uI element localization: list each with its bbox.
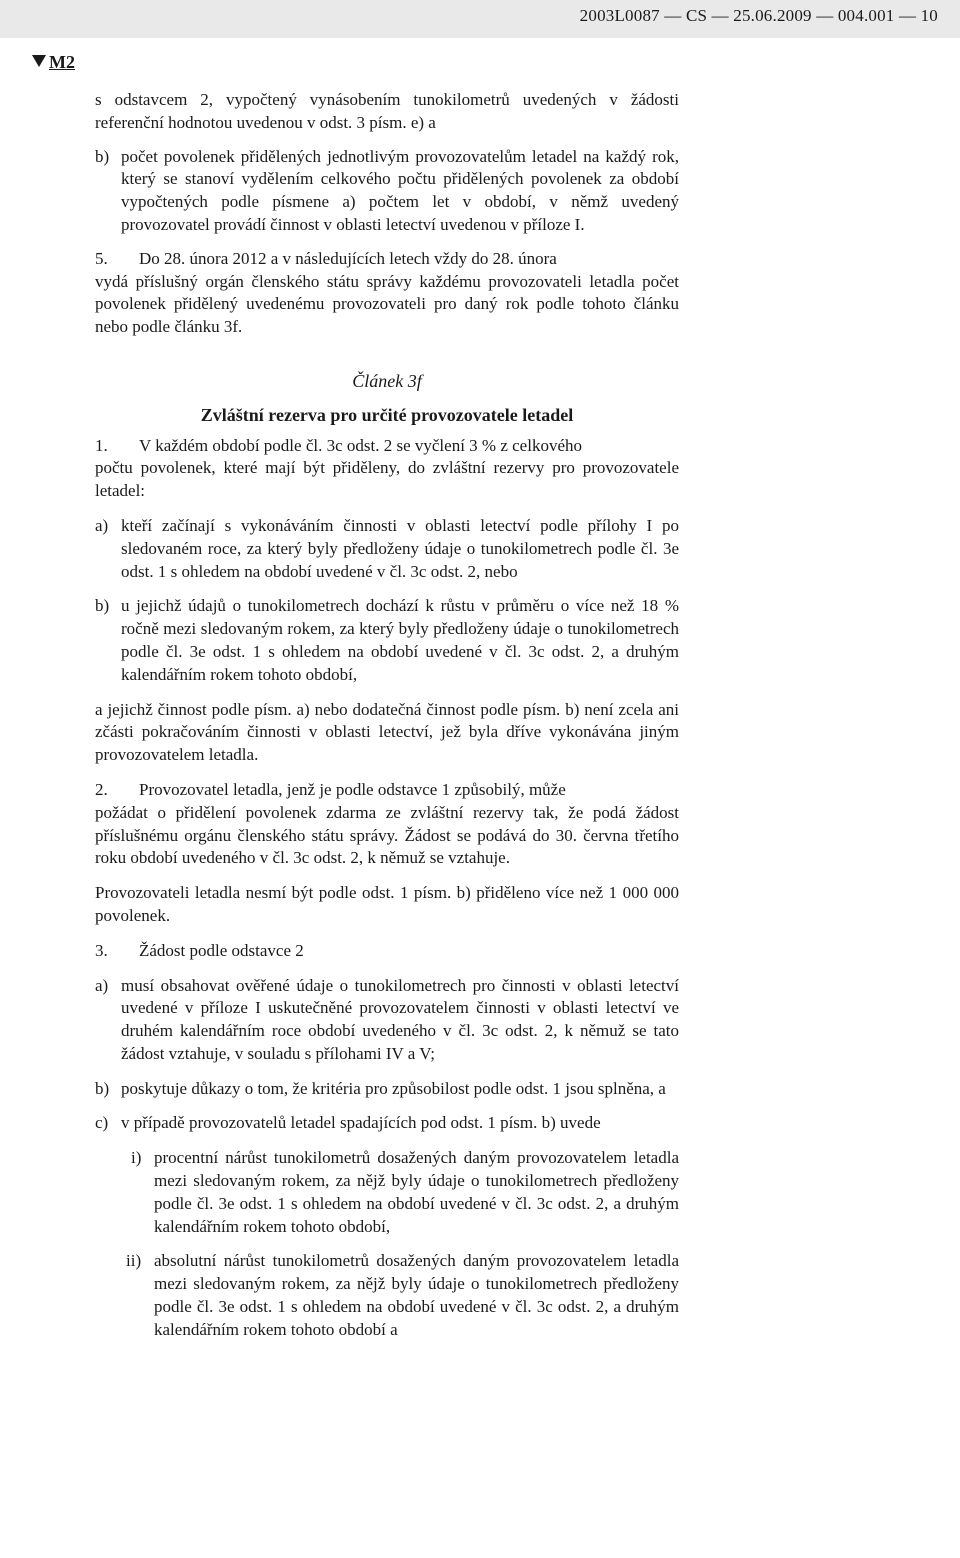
point-text: kteří začínají s vykonáváním činnosti v oblasti letectví podle přílohy I po sledovaném roce, za který byly předloženy údaje o tunokilometrech podle čl. 3e odst. 1 s ohledem na období uvedené v čl. 3c odst. 2, nebo [121, 515, 679, 581]
paragraph-first-line: Žádost podle odstavce 2 [139, 940, 304, 960]
point-marker: a) [95, 515, 109, 535]
amendment-marker [32, 52, 75, 73]
subpoint-i [131, 1147, 679, 1238]
document-body [95, 89, 679, 1342]
point-b [95, 146, 679, 237]
point-marker: b) [95, 146, 110, 166]
subpoint-text: procentní nárůst tunokilometrů dosažených daným provozovatelem letadla mezi sledovaným rokem, za nějž byly údaje o tunokilometrech předloženy podle čl. 3e odst. 1 s ohledem na období uvedené v čl. 3c odst. 2, a druhým kalendářním rokem tohoto období, [154, 1148, 679, 1236]
article-title: Zvláštní rezerva pro určité provozovatele letadel [200, 404, 574, 425]
triangle-down-icon [32, 55, 46, 67]
limit-text: Provozovateli letadla nesmí být podle odst. 1 písm. b) přiděleno více než 1 000 000 povolenek. [95, 883, 679, 925]
subpoint-marker: i) [131, 1148, 142, 1168]
page-header-bar [0, 0, 960, 38]
point-marker: a) [95, 975, 109, 995]
paragraph-number: 3. [95, 940, 108, 960]
paragraph-3 [95, 940, 679, 963]
point-b3 [95, 1078, 679, 1101]
paragraph-1 [95, 435, 679, 503]
point-a3 [95, 975, 679, 1066]
point-text: u jejichž údajů o tunokilometrech dochází k růstu v průměru o více než 18 % ročně mezi sledovaným rokem, za který byly předloženy údaje o tunokilometrech podle čl. 3e odst. 1 s ohledem na období uvedené v čl. 3c odst. 2, a druhým kalendářním rokem tohoto období, [121, 596, 679, 684]
point-text: v případě provozovatelů letadel spadajících pod odst. 1 písm. b) uvede [121, 1113, 601, 1133]
paragraph-rest: vydá příslušný orgán členského státu správy každému provozovateli letadla počet povolenek přidělený uvedenému provozovateli pro daný rok podle tohoto článku nebo podle článku 3f. [95, 271, 679, 337]
subpoint-text: absolutní nárůst tunokilometrů dosažených daným provozovatelem letadla mezi sledovaným rokem, za nějž byly údaje o tunokilometrech předloženy podle čl. 3e odst. 1 s ohledem na období uvedené v čl. 3c odst. 2, a druhým kalendářním rokem tohoto období a [154, 1251, 679, 1339]
point-marker: c) [95, 1113, 109, 1133]
subpoint-ii [126, 1250, 679, 1341]
paragraph-first-line: Do 28. února 2012 a v následujících letech vždy do 28. února [139, 248, 557, 268]
article-number: Článek 3f [352, 370, 422, 391]
paragraph-5 [95, 248, 679, 339]
point-marker: b) [95, 596, 110, 616]
document-reference: 2003L0087 — CS — 25.06.2009 — 004.001 — 10 [579, 6, 938, 25]
paragraph-number: 2. [95, 779, 108, 799]
point-c3 [95, 1112, 679, 1135]
paragraph-number: 5. [95, 248, 108, 268]
closing-condition-text: a jejichž činnost podle písm. a) nebo dodatečná činnost podle písm. b) není zcela ani zčásti pokračováním činnosti v oblasti letectví, jež byla dříve vykonávána jiným provozovatelem letadla. [95, 699, 679, 765]
paragraph-rest: požádat o přidělení povolenek zdarma ze zvláštní rezervy tak, že podá žádost příslušnému orgánu členského státu správy. Žádost se podává do 30. června třetího roku období uvedeného v čl. 3c odst. 2, k němuž se vztahuje. [95, 802, 679, 868]
point-marker: b) [95, 1078, 110, 1098]
paragraph-2 [95, 779, 679, 870]
subpoint-marker: ii) [126, 1251, 142, 1271]
point-text: musí obsahovat ověřené údaje o tunokilometrech pro činnosti v oblasti letectví uvedené v příloze I uskutečněné provozovatelem činnosti v oblasti letectví ve druhém kalendářním roce období uvedeného v čl. 3c odst. 2, k němuž se tato žádost vztahuje, v souladu s přílohami IV a V; [121, 975, 679, 1063]
point-a [95, 515, 679, 583]
paragraph-number: 1. [95, 435, 108, 455]
paragraph-first-line: V každém období podle čl. 3c odst. 2 se vyčlení 3 % z celkového [139, 435, 582, 455]
amendment-label: M2 [49, 52, 75, 72]
continuation-text: s odstavcem 2, vypočtený vynásobením tunokilometrů uvedených v žádosti referenční hodnotou uvedenou v odst. 3 písm. e) a [95, 90, 679, 132]
point-text: poskytuje důkazy o tom, že kritéria pro způsobilost podle odst. 1 jsou splněna, a [121, 1078, 666, 1098]
point-b2 [95, 595, 679, 686]
paragraph-first-line: Provozovatel letadla, jenž je podle odstavce 1 způsobilý, může [139, 779, 566, 799]
paragraph-rest: počtu povolenek, které mají být přiděleny, do zvláštní rezervy pro provozovatele letadel: [95, 458, 679, 501]
point-text: počet povolenek přidělených jednotlivým provozovatelům letadel na každý rok, který se stanoví vydělením celkového počtu přidělených povolenek za období vypočtených podle písmene a) počtem let v období, v němž uvedený provozovatel provádí činnost v oblasti letectví uvedenou v příloze I. [121, 146, 679, 234]
